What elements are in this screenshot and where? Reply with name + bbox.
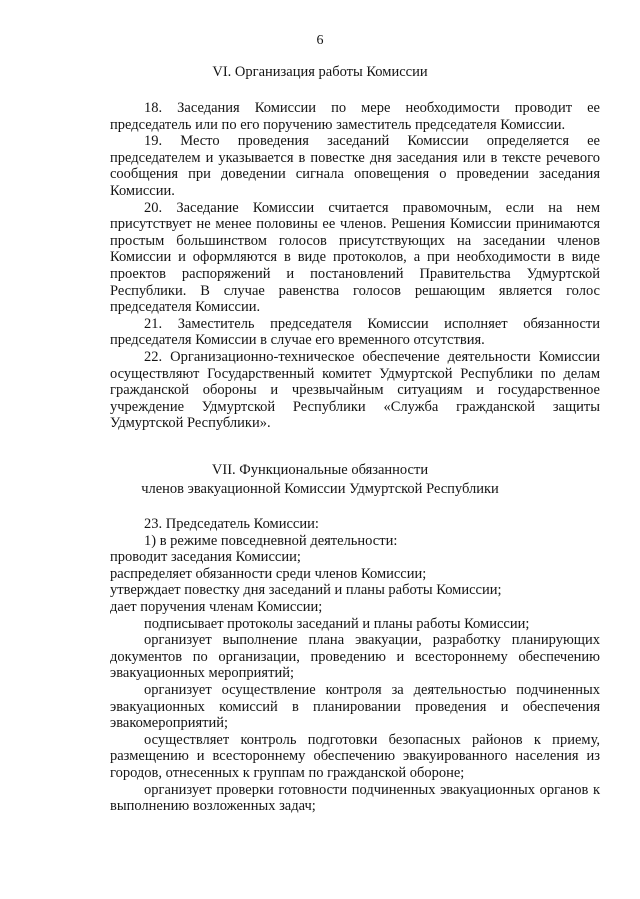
- duty-item: осуществляет контроль подготовки безопасных районов к приему, размещению и всестороннему обеспечению эвакуированного населения из городов, отнесенных к группам по гражданской обороне;: [110, 731, 600, 781]
- section-7-title-line-2: членов эвакуационной Комиссии Удмуртской Республики: [141, 481, 499, 497]
- duty-item: организует проверки готовности подчиненных эвакуационных органов к выполнению возложенных задач;: [110, 781, 600, 815]
- duty-item: подписывает протоколы заседаний и планы работы Комиссии;: [144, 615, 530, 632]
- item-23-heading: 23. Председатель Комиссии:: [144, 516, 319, 532]
- duty-item: организует осуществление контроля за деятельностью подчиненных эвакуационных комиссий в планировании проведения и обеспечения эвакомероприятий;: [110, 681, 600, 732]
- duty-item: распределяет обязанности среди членов Комиссии;: [110, 565, 427, 582]
- duty-item: проводит заседания Комиссии;: [110, 549, 301, 566]
- page-number: 6: [316, 33, 324, 48]
- section-6-title: VI. Организация работы Комиссии: [212, 64, 428, 80]
- paragraph-20: 20. Заседание Комиссии считается правомочным, если на нем присутствует не менее половины ее членов. Решения Комиссии принимаются простым большинством голосов присутствующих на заседании членов Комиссии и оформляются в виде протоколов, а при необходимости в виде проектов распоряжений и постановлений Правительства Удмуртской Республики. В случае равенства голосов решающим является голос председателя Комиссии.: [110, 199, 600, 316]
- paragraph-19: 19. Место проведения заседаний Комиссии определяется ее председателем и указывается в повестке дня заседания или в тексте речевого сообщения при доведении сигнала оповещения о проведении заседания Комиссии.: [110, 133, 600, 199]
- section-7-title-line-1: VII. Функциональные обязанности: [211, 462, 429, 478]
- section-7-body: [110, 516, 600, 815]
- section-6-body: [110, 100, 600, 432]
- paragraph-22: 22. Организационно-техническое обеспечение деятельности Комиссии осуществляют Государственный комитет Удмуртской Республики по делам гражданской обороны и чрезвычайным ситуациям и государственное учреждение Удмуртской Республики «Служба гражданской защиты Удмуртской Республики».: [110, 348, 600, 432]
- paragraph-21: 21. Заместитель председателя Комиссии исполняет обязанности председателя Комиссии в случае его временного отсутствия.: [110, 315, 600, 349]
- paragraph-18: 18. Заседания Комиссии по мере необходимости проводит ее председатель или по его поручению заместитель председателя Комиссии.: [110, 100, 600, 133]
- duty-item: организует выполнение плана эвакуации, разработку планирующих документов по организации, проведению и всестороннему обеспечению эвакуационных мероприятий;: [110, 632, 600, 682]
- duty-item: утверждает повестку дня заседаний и планы работы Комиссии;: [110, 582, 502, 599]
- item-regime-heading: 1) в режиме повседневной деятельности:: [144, 532, 398, 549]
- duty-item: дает поручения членам Комиссии;: [110, 598, 323, 615]
